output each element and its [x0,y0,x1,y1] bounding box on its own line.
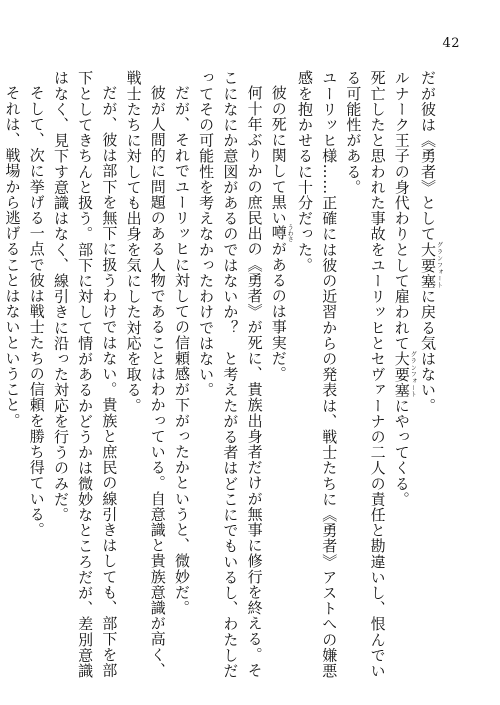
paragraph [267,70,293,680]
text-segment: それは、戦場から逃げることはないということ。 [3,85,22,429]
paragraph [390,70,416,680]
paragraph [194,70,267,680]
text-segment: ユーリッヒ様……正確には彼の近習からの発表は、戦士たちに《勇者》アストへの嫌悪感を抱かせるに十分だった。 [295,70,339,679]
text-segment: にやってくる。 [392,397,411,507]
ruby-reading: グランフォート [409,350,417,398]
ruby-annotated-word [392,350,417,398]
text-segment: ルナーク王子の身代わりとして雇われて [392,70,411,351]
text-segment: に戻る気はない。 [419,288,437,414]
text-segment: 死亡したと思われた事故をユーリッヒとセヴァーナの二人の責任と勘違いし、恨んでいる可能性がある。 [344,70,387,679]
ruby-base: 大要塞 [419,241,437,289]
text-segment: 彼が人間的に問題のある人物であることはわかっている。自意識と貴族意識が高く、戦士たちに対しても出身を気にした対応を取る。 [124,70,167,678]
vertical-body-text [0,70,442,680]
paragraph [0,70,24,680]
text-segment: 何十年ぶりかの庶民出の《勇者》が死に、貴族出身者だけが無事に修行を終える。そこになにか意図があるのではないか？ と考えたがる者はどこにでもいるし、わたしだってその可能性を考えなかったわけではない。 [197,70,264,679]
paragraph [49,70,122,680]
page-number: 42 [442,36,460,51]
text-segment: があるのは事実だ。 [269,241,288,382]
paragraph [341,70,389,680]
ruby-reading: うわさ [286,224,294,243]
text-segment: だが彼は《勇者》として [419,70,437,242]
ruby-base: 噂 [269,224,288,243]
ruby-annotated-word [269,224,294,243]
paragraph [416,70,442,680]
ruby-base: 大要塞 [392,350,411,398]
text-segment: そして、次に挙げる一点で彼は戦士たちの信頼を勝ち得ている。 [27,85,46,538]
text-segment: だが、彼は部下を無下に扱うわけではない。貴族と庶民の線引きはしても、部下を部下としてきちんと扱う。部下に対して情があるかどうかは微妙なところだが、差別意識はなく、見下す意識はなく、線引きに沿った対応を行うのみだ。 [51,70,119,679]
ruby-reading: グランフォート [435,241,443,289]
text-segment: 彼の死に関して黒い [269,85,288,226]
text-segment: だが、それでユーリッヒに対しての信頼感が下がったかというと、微妙だ。 [172,85,191,616]
ruby-annotated-word [419,241,443,289]
paragraph [170,70,194,680]
paragraph [25,70,49,680]
paragraph [121,70,169,680]
paragraph [293,70,341,680]
